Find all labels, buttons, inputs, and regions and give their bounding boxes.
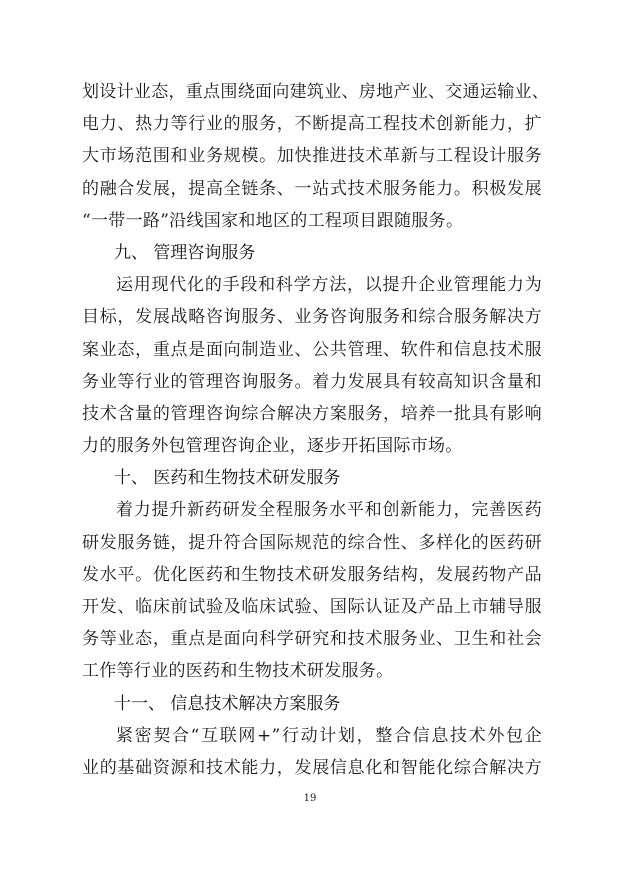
text-line: 发水平。优化医药和生物技术研发服务结构，发展药物产品 bbox=[82, 564, 542, 585]
paragraph-engineering-design bbox=[82, 76, 550, 237]
section-heading-it-solutions: 十一、 信息技术解决方案服务 bbox=[114, 693, 341, 714]
text-line: 务等业态，重点是面向科学研究和技术服务业、卫生和社会 bbox=[82, 629, 542, 650]
text-line: 的融合发展，提高全链条、一站式技术服务能力。积极发展 bbox=[82, 178, 542, 199]
text-line: 划设计业态，重点围绕面向建筑业、房地产业、交通运输业、 bbox=[82, 82, 550, 102]
text-line: 工作等行业的医药和生物技术研发服务。 bbox=[82, 661, 394, 682]
document-body bbox=[82, 76, 550, 784]
section-heading-pharma-biotech-rd: 十、 医药和生物技术研发服务 bbox=[114, 468, 341, 489]
paragraph-it-solutions bbox=[82, 720, 542, 784]
paragraph-management-consulting bbox=[82, 269, 542, 462]
text-line: 业的基础资源和技术能力，发展信息化和智能化综合解决方 bbox=[82, 757, 542, 778]
text-line: 大市场范围和业务规模。加快推进技术革新与工程设计服务 bbox=[82, 146, 542, 167]
page-number: 19 bbox=[303, 793, 317, 804]
text-line: 案业态，重点是面向制造业、公共管理、软件和信息技术服 bbox=[82, 339, 542, 360]
text-line: 开发、临床前试验及临床试验、国际认证及产品上市辅导服 bbox=[82, 597, 542, 617]
text-line: “一带一路”沿线国家和地区的工程项目跟随服务。 bbox=[82, 210, 464, 231]
text-line: 电力、热力等行业的服务，不断提高工程技术创新能力，扩 bbox=[82, 114, 542, 135]
text-line: 运用现代化的手段和科学方法，以提升企业管理能力为 bbox=[116, 275, 542, 296]
section-heading-management-consulting: 九、 管理咨询服务 bbox=[114, 242, 256, 263]
text-line: 紧密契合“互联网+”行动计划，整合信息技术外包企 bbox=[116, 725, 542, 746]
text-line: 技术含量的管理咨询综合解决方案服务，培养一批具有影响 bbox=[82, 403, 542, 424]
text-line: 力的服务外包管理咨询企业，逐步开拓国际市场。 bbox=[82, 436, 463, 457]
paragraph-pharma-biotech-rd bbox=[82, 494, 542, 687]
text-line: 目标，发展战略咨询服务、业务咨询服务和综合服务解决方 bbox=[82, 307, 542, 328]
text-line: 着力提升新药研发全程服务水平和创新能力，完善医药 bbox=[116, 500, 542, 521]
text-line: 务业等行业的管理咨询服务。着力发展具有较高知识含量和 bbox=[82, 371, 542, 392]
text-line: 研发服务链，提升符合国际规范的综合性、多样化的医药研 bbox=[82, 532, 542, 553]
